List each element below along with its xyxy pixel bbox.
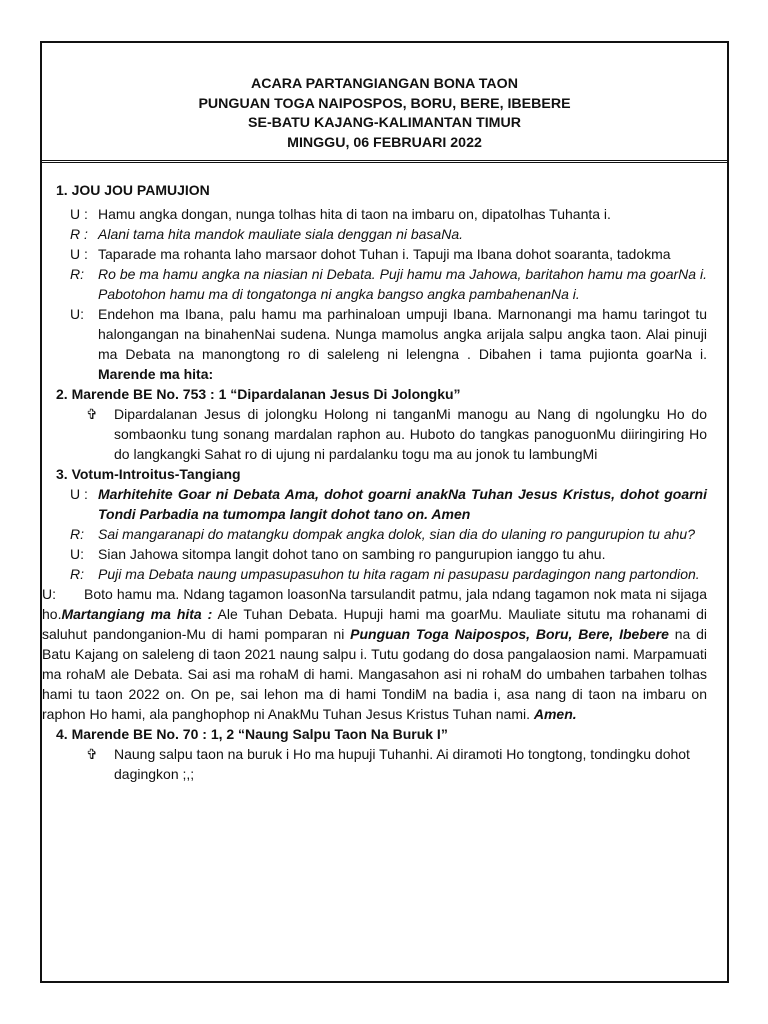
response-row [56,524,707,544]
prayer-paragraph [42,584,707,724]
response-text: Ro be ma hamu angka na niasian ni Debata. Puji hamu ma Jahowa, baritahon hamu ma goarNa i. Pabotohon hamu ma di tongatonga ni angka bangso angka pambahenanNa i. [98,266,707,302]
hymn-verse [56,744,707,784]
prayer-text: na di Batu Kajang on saleleng di taon 2021 naung salpu i. Tutu godang do dosa pangalaosion nami. Marpamuati ma rohaM ale Debata. Sai asi ma rohaM di hami. Mangasahon asi ni rohaM do umbahen tarbahen tolhas hami tu taon 2022 on. On pe, sai lehon ma di hami TondiM na badia i, asa nang di taon na imbaru on raphon Ho hami, ala panghophop ni AnakMu Tuhan Jesus Kristus Tuhan nami. [42,626,708,722]
document-body [42,180,708,784]
cross-icon: ✞ [86,746,98,762]
header-title: ACARA PARTANGIANGAN BONA TAON [251,76,518,92]
section-2-title: 2. Marende BE No. 753 : 1 “Dipardalanan Jesus Di Jolongku” [56,386,461,402]
sing-instruction: Marende ma hita: [98,366,214,382]
response-row [56,484,707,524]
response-row [56,204,707,224]
response-label: R: [70,526,84,542]
header-location: SE-BATU KAJANG-KALIMANTAN TIMUR [248,115,521,131]
response-row [56,224,707,244]
leader-label: U : [70,246,88,262]
leader-text: Hamu angka dongan, nunga tolhas hita di taon na imbaru on, dipatolhas Tuhanta i. [98,206,611,222]
response-text: Sai mangaranapi do matangku dompak angka dolok, sian dia do ulaning ro pangurupion tu ahu? [98,526,695,542]
leader-label: U : [70,486,88,502]
prayer-text: Ale Tuhan Debata. Hupuji hami ma goarMu. Mauliate situtu ma rohanami di saluhut pandonganion-Mu di hami pomparan ni [42,606,708,642]
leader-label: U : [70,206,88,222]
section-3-title: 3. Votum-Introitus-Tangiang [56,466,241,482]
response-row [56,544,707,564]
prayer-amen: Amen. [533,706,577,722]
document-frame [40,41,729,983]
prayer-text: Boto hamu ma. Ndang tagamon loasonNa tarsulandit patmu, jala ndang tagamon nok mata ni sijaga ho. [42,586,707,622]
response-row [56,304,707,384]
prayer-organization: Punguan Toga Naipospos, Boru, Bere, Ibebere [350,626,669,642]
document-header [42,43,727,163]
response-label: R: [70,266,84,282]
hymn-text: Naung salpu taon na buruk i Ho ma hupuji Tuhanhi. Ai diramoti Ho tongtong, tondingku dohot dagingkon ;,; [114,746,690,782]
response-text: Alani tama hita mandok mauliate siala denggan ni basaNa. [98,226,464,242]
prayer-heading: Martangiang ma hita : [61,606,213,622]
prayer-label: U: [42,586,56,602]
leader-label: U: [70,306,84,322]
votum-text: Marhitehite Goar ni Debata Ama, dohot goarni anakNa Tuhan Jesus Kristus, dohot goarni Tondi Parbadia na tumompa langit dohot tano on. Amen [98,486,707,522]
response-row [56,244,707,264]
hymn-verse [56,404,707,464]
header-organization: PUNGUAN TOGA NAIPOSPOS, BORU, BERE, IBEBERE [198,95,571,112]
leader-text: Sian Jahowa sitompa langit dohot tano on sambing ro pangurupion ianggo tu ahu. [98,546,606,562]
section-1-title: 1. JOU JOU PAMUJION [56,182,210,198]
leader-text: Taparade ma rohanta laho marsaor dohot Tuhan i. Tapuji ma Ibana dohot soaranta, tadokma [98,246,671,262]
leader-text-body: Endehon ma Ibana, palu hamu ma parhinaloan umpuji Ibana. Marnonangi ma hamu taringot tu halongangan na binahenNai sudena. Nunga mamolus angka arijala salpu angka taon. Alai pinuji ma Debata na manongtong ro di saleleng ni lelengna . Dibahen i tama pujionta goarNa i. [98,306,707,362]
header-date: MINGGU, 06 FEBRUARI 2022 [287,134,482,151]
response-label: R: [70,566,84,582]
response-label: R : [70,226,88,242]
leader-text [98,304,707,384]
response-row [56,264,707,304]
section-4-title: 4. Marende BE No. 70 : 1, 2 “Naung Salpu Taon Na Buruk I” [56,726,448,742]
response-row [56,564,707,584]
response-text: Puji ma Debata naung umpasupasuhon tu hita ragam ni pasupasu pardagingon nang partondion. [98,566,700,582]
leader-label: U: [70,546,84,562]
hymn-text: Dipardalanan Jesus di jolongku Holong ni tanganMi manogu au Nang di ngolungku Ho do sombaonku tung sonang mardalan raphon au. Huboto do tangkas panoguonMu diiringiring Ho do langkangki Sahat ro di ujung ni pardalanku togu ma au jonok tu lambungMi [114,406,707,462]
cross-icon: ✞ [86,406,98,422]
